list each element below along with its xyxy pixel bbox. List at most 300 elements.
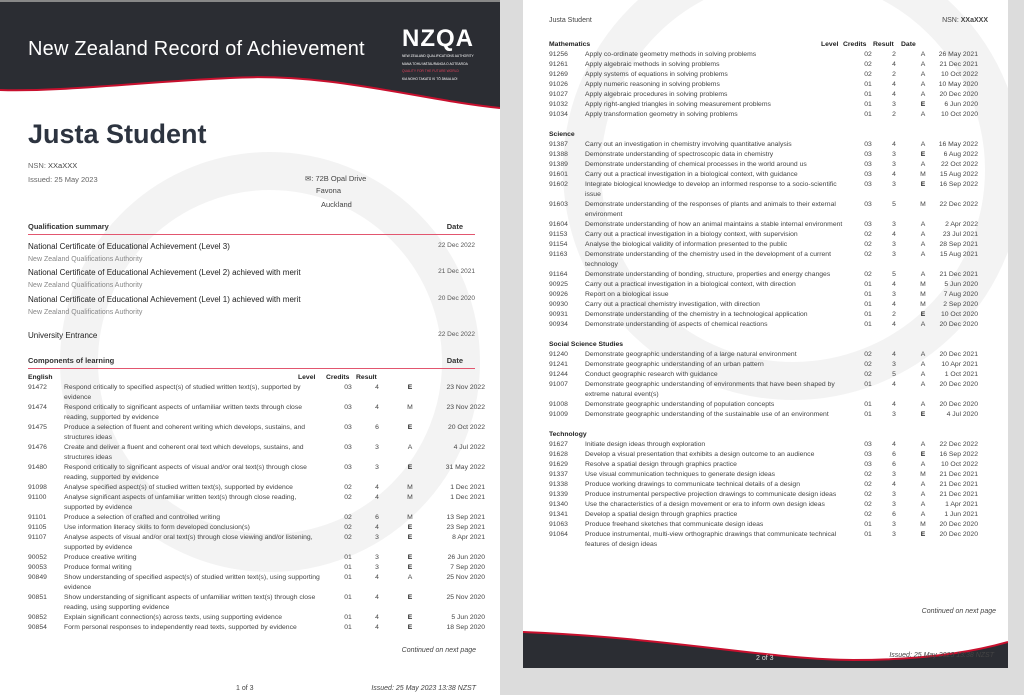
date: 8 Apr 2021 <box>452 534 485 541</box>
date: 10 May 2020 <box>938 81 978 88</box>
table-header-row: English Level Credits Result <box>28 373 485 383</box>
credits: 3 <box>375 444 379 451</box>
table-row <box>549 310 978 320</box>
credits: 4 <box>892 381 896 388</box>
result: E <box>920 181 926 188</box>
table-row <box>549 370 978 380</box>
date: 2 Sep 2020 <box>943 301 978 308</box>
subject-results-table <box>549 40 978 550</box>
standard-code: 90852 <box>28 614 47 621</box>
issued-date <box>28 175 98 184</box>
level: 01 <box>344 594 352 601</box>
date: 10 Apr 2021 <box>941 361 978 368</box>
standard-description: Demonstrate understanding of chemical processes in the world around us <box>585 161 807 168</box>
date: 6 Aug 2022 <box>943 151 978 158</box>
level: 02 <box>864 361 872 368</box>
result: A <box>920 501 926 508</box>
standard-code: 91261 <box>549 61 568 68</box>
result: A <box>920 461 926 468</box>
standard-description: Produce a selection of crafted and controlled writing <box>64 514 221 521</box>
date: 16 May 2022 <box>938 141 978 148</box>
table-row <box>549 320 978 330</box>
level: 03 <box>344 404 352 411</box>
qualification-item <box>28 268 475 277</box>
result: M <box>920 301 926 308</box>
level: 01 <box>864 321 872 328</box>
level: 01 <box>864 91 872 98</box>
qualification-date: 22 Dec 2022 <box>438 331 475 338</box>
date: 25 Nov 2020 <box>446 574 485 581</box>
standard-description: Form personal responses to independently read texts, supported by evidence <box>64 624 297 631</box>
level: 01 <box>864 281 872 288</box>
level: 02 <box>344 534 352 541</box>
credits: 3 <box>892 101 896 108</box>
table-row <box>549 460 978 470</box>
standard-code: 91034 <box>549 111 568 118</box>
column-credits: Credits <box>843 41 867 48</box>
result: A <box>920 251 926 258</box>
standard-description: Demonstrate understanding of the responses of plants and animals to their external environment <box>585 201 836 218</box>
date: 26 May 2021 <box>938 51 978 58</box>
credits: 4 <box>375 624 379 631</box>
table-row <box>549 240 978 250</box>
level: 01 <box>864 381 872 388</box>
section-title: Qualification summary <box>28 222 109 231</box>
table-row <box>549 380 978 400</box>
standard-code: 90925 <box>549 281 568 288</box>
table-row <box>28 403 485 423</box>
level: 01 <box>344 554 352 561</box>
address-city: Auckland <box>321 200 352 209</box>
standard-description: Produce working drawings to communicate technical details of a design <box>585 481 800 488</box>
standard-description: Analyse specified aspect(s) of studied written text(s), supported by evidence <box>64 484 293 491</box>
result: E <box>407 554 413 561</box>
table-row <box>549 150 978 160</box>
level: 02 <box>864 231 872 238</box>
level: 03 <box>864 461 872 468</box>
credits: 4 <box>375 614 379 621</box>
result: M <box>920 201 926 208</box>
result: E <box>407 594 413 601</box>
credits: 3 <box>375 534 379 541</box>
table-row <box>28 563 485 573</box>
standard-description: Produce instrumental, multi-view orthographic drawings that communicate technical features of design ideas <box>585 531 837 548</box>
standard-description: Initiate design ideas through exploration <box>585 441 706 448</box>
result: M <box>407 514 413 521</box>
standard-code: 91009 <box>549 411 568 418</box>
table-row <box>549 300 978 310</box>
logo-line: MANA TOHU MĀTAURANGA O AOTEAROA <box>402 61 468 66</box>
result: A <box>407 574 413 581</box>
level: 03 <box>864 151 872 158</box>
level: 02 <box>864 491 872 498</box>
result: A <box>920 71 926 78</box>
standard-description: Develop a visual presentation that exhibits a design outcome to an audience <box>585 451 815 458</box>
english-results-table <box>28 373 485 633</box>
table-row <box>549 400 978 410</box>
continued-note: Continued on next page <box>401 647 476 654</box>
level: 02 <box>344 524 352 531</box>
standard-description: Demonstrate understanding of the chemistry used in the development of a current technology <box>585 251 831 268</box>
table-row <box>549 70 978 80</box>
qualification-item <box>28 331 475 340</box>
qualification-authority: New Zealand Qualifications Authority <box>28 309 143 316</box>
table-row <box>549 290 978 300</box>
standard-code: 91603 <box>549 201 568 208</box>
credits: 3 <box>892 151 896 158</box>
logo-line: NEW ZEALAND QUALIFICATIONS AUTHORITY <box>402 54 474 58</box>
table-row <box>28 613 485 623</box>
result: A <box>920 361 926 368</box>
result: E <box>407 424 413 431</box>
standard-description: Respond critically to significant aspects of unfamiliar written texts through close reading, supported by evidence <box>64 404 303 421</box>
credits: 4 <box>892 141 896 148</box>
result: A <box>920 231 926 238</box>
credits: 6 <box>892 461 896 468</box>
result: A <box>920 91 926 98</box>
table-row <box>28 573 485 593</box>
date: 21 Dec 2021 <box>939 61 978 68</box>
level: 02 <box>864 481 872 488</box>
date: 1 Dec 2021 <box>450 494 485 501</box>
table-row <box>28 553 485 563</box>
date: 21 Dec 2021 <box>939 271 978 278</box>
date: 6 Jun 2020 <box>944 101 978 108</box>
issued-label: Issued: <box>28 175 53 184</box>
spacer <box>28 373 292 383</box>
qualification-title: National Certificate of Educational Achievement (Level 3) <box>28 242 230 251</box>
result: A <box>920 321 926 328</box>
column-level: Level <box>298 374 316 381</box>
level: 03 <box>344 444 352 451</box>
credits: 6 <box>375 424 379 431</box>
table-row <box>549 60 978 70</box>
credits: 4 <box>892 281 896 288</box>
standard-code: 91338 <box>549 481 568 488</box>
column-date: Date <box>901 41 916 48</box>
level: 02 <box>864 371 872 378</box>
level: 02 <box>864 251 872 258</box>
table-row <box>549 510 978 520</box>
credits: 4 <box>892 481 896 488</box>
table-row <box>28 483 485 493</box>
standard-description: Apply algebraic methods in solving problems <box>585 61 720 68</box>
level: 01 <box>864 531 872 538</box>
logo-wordmark: NZQA <box>402 25 474 52</box>
level: 01 <box>864 411 872 418</box>
qualification-title: University Entrance <box>28 331 98 340</box>
credits: 3 <box>892 501 896 508</box>
logo-tagline: KIA NOHO TAKATŪ KI TŌ ĀMUA AO! <box>402 76 458 81</box>
subject-name: Science <box>549 131 575 138</box>
table-row <box>549 230 978 240</box>
level: 01 <box>864 301 872 308</box>
credits: 4 <box>892 91 896 98</box>
standard-description: Carry out a practical investigation in a biological context, with guidance <box>585 171 798 178</box>
standard-description: Use visual communication techniques to generate design ideas <box>585 471 776 478</box>
record-page-2 <box>523 0 1008 668</box>
credits: 3 <box>892 531 896 538</box>
date: 15 Aug 2022 <box>939 171 978 178</box>
level: 03 <box>344 384 352 391</box>
credits: 4 <box>375 594 379 601</box>
level: 02 <box>864 351 872 358</box>
standard-description: Integrate biological knowledge to develop an informed response to a socio-scientific issue <box>585 181 837 198</box>
column-credits: Credits <box>326 374 350 381</box>
date: 21 Dec 2021 <box>939 491 978 498</box>
date: 22 Dec 2022 <box>939 201 978 208</box>
table-row <box>549 270 978 280</box>
section-gap <box>549 330 978 340</box>
date: 21 Dec 2021 <box>939 481 978 488</box>
table-row <box>549 500 978 510</box>
address-street: : 72B Opal Drive <box>311 174 367 183</box>
table-row <box>28 523 485 533</box>
date: 1 Apr 2021 <box>945 501 978 508</box>
table-row <box>28 593 485 613</box>
standard-code: 91098 <box>28 484 47 491</box>
date: 10 Oct 2022 <box>940 461 978 468</box>
standard-code: 91007 <box>549 381 568 388</box>
result: E <box>920 451 926 458</box>
standard-code: 91027 <box>549 91 568 98</box>
date: 23 Jul 2021 <box>942 231 978 238</box>
date: 28 Sep 2021 <box>939 241 978 248</box>
standard-code: 90926 <box>549 291 568 298</box>
qualification-date: 22 Dec 2022 <box>438 242 475 249</box>
credits: 3 <box>892 491 896 498</box>
standard-description: Report on a biological issue <box>585 291 669 298</box>
standard-description: Demonstrate understanding of aspects of chemical reactions <box>585 321 768 328</box>
date: 7 Sep 2020 <box>450 564 485 571</box>
level: 02 <box>864 51 872 58</box>
standard-code: 91241 <box>549 361 568 368</box>
result: E <box>407 624 413 631</box>
standard-description: Carry out a practical investigation in a biology context, with supervision <box>585 231 798 238</box>
credits: 3 <box>892 221 896 228</box>
table-row <box>28 513 485 523</box>
qualification-date: 21 Dec 2021 <box>438 268 475 275</box>
standard-description: Show understanding of significant aspects of unfamiliar written text(s) through close reading, using supporting evidence <box>64 594 316 611</box>
credits: 4 <box>892 81 896 88</box>
level: 01 <box>344 574 352 581</box>
level: 02 <box>864 71 872 78</box>
level: 03 <box>864 201 872 208</box>
standard-code: 91008 <box>549 401 568 408</box>
table-row <box>28 383 485 403</box>
standard-code: 91629 <box>549 461 568 468</box>
table-row <box>549 80 978 90</box>
date: 1 Oct 2021 <box>944 371 978 378</box>
credits: 3 <box>892 471 896 478</box>
result: A <box>920 491 926 498</box>
standard-code: 91475 <box>28 424 47 431</box>
date: 1 Dec 2021 <box>450 484 485 491</box>
table-row <box>549 490 978 500</box>
standard-code: 91154 <box>549 241 568 248</box>
standard-description: Develop a spatial design through graphics practice <box>585 511 738 518</box>
date: 16 Sep 2022 <box>939 181 978 188</box>
standard-code: 91339 <box>549 491 568 498</box>
standard-code: 90053 <box>28 564 47 571</box>
result: A <box>920 111 926 118</box>
level: 01 <box>864 521 872 528</box>
running-header-name: Justa Student <box>549 17 592 24</box>
credits: 4 <box>375 574 379 581</box>
credits: 2 <box>892 311 896 318</box>
standard-code: 91389 <box>549 161 568 168</box>
credits: 3 <box>375 464 379 471</box>
date: 1 Jun 2021 <box>944 511 978 518</box>
standard-description: Produce instrumental perspective projection drawings to communicate design ideas <box>585 491 837 498</box>
result: A <box>920 221 926 228</box>
date: 16 Sep 2022 <box>939 451 978 458</box>
credits: 4 <box>892 301 896 308</box>
date: 20 Dec 2020 <box>939 321 978 328</box>
credits: 4 <box>375 384 379 391</box>
result: M <box>920 471 926 478</box>
level: 01 <box>864 81 872 88</box>
level: 02 <box>344 514 352 521</box>
result: E <box>920 411 926 418</box>
date: 20 Dec 2021 <box>939 351 978 358</box>
date: 20 Dec 2020 <box>939 91 978 98</box>
credits: 4 <box>892 61 896 68</box>
qualification-authority: New Zealand Qualifications Authority <box>28 282 143 289</box>
standard-description: Apply systems of equations in solving problems <box>585 71 728 78</box>
date: 15 Aug 2021 <box>939 251 978 258</box>
table-row <box>28 623 485 633</box>
table-row <box>549 90 978 100</box>
result: M <box>920 521 926 528</box>
standard-description: Demonstrate geographic understanding of a large natural environment <box>585 351 797 358</box>
date: 23 Sep 2021 <box>446 524 485 531</box>
standard-description: Demonstrate understanding of spectroscopic data in chemistry <box>585 151 774 158</box>
credits: 2 <box>892 111 896 118</box>
level: 01 <box>344 614 352 621</box>
date: 31 May 2022 <box>445 464 485 471</box>
standard-code: 91341 <box>549 511 568 518</box>
standard-description: Demonstrate geographic understanding of an urban pattern <box>585 361 764 368</box>
standard-code: 91269 <box>549 71 568 78</box>
date: 18 Sep 2020 <box>446 624 485 631</box>
student-name: Justa Student <box>28 119 207 149</box>
credits: 3 <box>892 251 896 258</box>
qualification-item <box>28 295 475 304</box>
level: 02 <box>864 511 872 518</box>
header-title: New Zealand Record of Achievement <box>28 38 365 60</box>
record-page-1 <box>0 0 500 695</box>
subject-name: Technology <box>549 431 587 438</box>
date: 20 Dec 2020 <box>939 381 978 388</box>
result: E <box>920 101 926 108</box>
credits: 5 <box>892 271 896 278</box>
standard-description: Demonstrate understanding of bonding, structure, properties and energy changes <box>585 271 831 278</box>
standard-description: Apply transformation geometry in solving problems <box>585 111 738 118</box>
date: 20 Dec 2020 <box>939 531 978 538</box>
level: 02 <box>864 471 872 478</box>
result: M <box>407 484 413 491</box>
date: 25 Nov 2020 <box>446 594 485 601</box>
standard-description: Carry out a practical investigation in a biological context, with direction <box>585 281 796 288</box>
spacer <box>549 40 811 50</box>
credits: 3 <box>375 564 379 571</box>
credits: 5 <box>892 201 896 208</box>
standard-description: Respond critically to significant aspects of visual and/or oral text(s) through close reading, supported by evidence <box>64 464 307 481</box>
column-level: Level <box>821 41 839 48</box>
standard-description: Use the characteristics of a design movement or era to inform own design ideas <box>585 501 825 508</box>
standard-code: 91627 <box>549 441 568 448</box>
qualification-title: National Certificate of Educational Achievement (Level 2) achieved with merit <box>28 268 301 277</box>
standard-code: 91244 <box>549 371 568 378</box>
standard-code: 91101 <box>28 514 47 521</box>
standard-description: Respond critically to specified aspect(s) of studied written text(s), supported by evidence <box>64 384 301 401</box>
nsn-label: NSN: <box>28 161 46 170</box>
standard-description: Carry out an investigation in chemistry involving quantitative analysis <box>585 141 792 148</box>
standard-code: 91100 <box>28 494 47 501</box>
table-row <box>549 410 978 420</box>
date: 4 Jul 2020 <box>946 411 978 418</box>
level: 01 <box>864 401 872 408</box>
standard-description: Produce creative writing <box>64 554 137 561</box>
date: 10 Oct 2020 <box>940 111 978 118</box>
table-row <box>549 110 978 120</box>
standard-code: 90851 <box>28 594 47 601</box>
level: 02 <box>864 501 872 508</box>
result: A <box>920 441 926 448</box>
credits: 5 <box>892 371 896 378</box>
qualification-title: National Certificate of Educational Achievement (Level 1) achieved with merit <box>28 295 301 304</box>
level: 03 <box>864 181 872 188</box>
standard-description: Analyse significant aspects of unfamiliar written text(s) through close reading, supported by evidence <box>64 494 297 511</box>
standard-code: 90849 <box>28 574 47 581</box>
level: 03 <box>864 441 872 448</box>
standard-code: 91604 <box>549 221 568 228</box>
table-row <box>28 463 485 483</box>
standard-code: 91240 <box>549 351 568 358</box>
result: E <box>920 151 926 158</box>
qualification-summary-heading <box>28 222 475 235</box>
nzqa-logo <box>402 27 477 81</box>
level: 03 <box>864 221 872 228</box>
credits: 6 <box>892 511 896 518</box>
level: 01 <box>864 101 872 108</box>
date: 5 Jun 2020 <box>944 281 978 288</box>
credits: 6 <box>892 451 896 458</box>
standard-code: 91388 <box>549 151 568 158</box>
standard-code: 91153 <box>549 231 568 238</box>
credits: 4 <box>892 441 896 448</box>
standard-code: 90934 <box>549 321 568 328</box>
result: M <box>407 404 413 411</box>
credits: 4 <box>375 404 379 411</box>
standard-code: 90854 <box>28 624 47 631</box>
standard-description: Show understanding of specified aspect(s) of studied written text(s), using supporting evidence <box>64 574 320 591</box>
page-number: 2 of 3 <box>756 655 774 662</box>
standard-description: Explain significant connection(s) across texts, using supporting evidence <box>64 614 282 621</box>
level: 01 <box>864 311 872 318</box>
date: 10 Oct 2022 <box>940 71 978 78</box>
table-row <box>549 170 978 180</box>
result: A <box>920 241 926 248</box>
address-line-1 <box>305 174 366 183</box>
standard-code: 91628 <box>549 451 568 458</box>
table-row <box>28 423 485 443</box>
footer-issued: Issued: 25 May 2023 13:38 NZST <box>371 685 476 692</box>
result: A <box>920 511 926 518</box>
standard-description: Create and deliver a fluent and coherent oral text which develops, sustains, and structures ideas <box>64 444 304 461</box>
credits: 3 <box>892 181 896 188</box>
